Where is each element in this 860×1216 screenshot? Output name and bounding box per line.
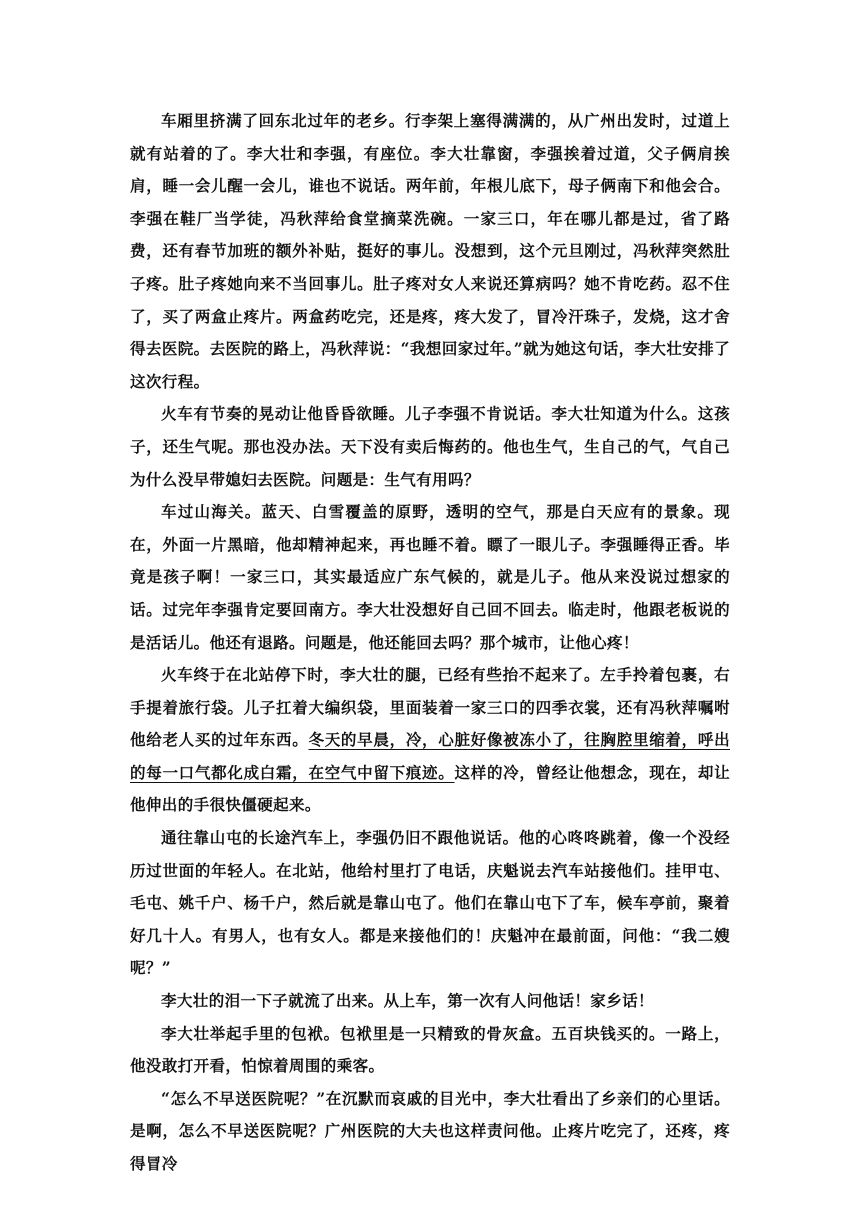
- underlined-passage: 冬天的早晨，冷，心脏好像被冻小了，往胸腔里缩着，呼出的每一口气都化成白霜，在空气中留下痕迹。: [130, 730, 731, 782]
- paragraph-7: 李大壮举起手里的包袱。包袱里是一只精致的骨灰盒。五百块钱买的。一路上，他没敢打开看，怕惊着周围的乘客。: [130, 1023, 730, 1076]
- paragraph-4: [130, 659, 730, 822]
- paragraph-6: 李大壮的泪一下子就流了出来。从上车，第一次有人问他话！家乡话！: [161, 991, 654, 1011]
- paragraph-5: 通往靠山屯的长途汽车上，李强仍旧不跟他说话。他的心咚咚跳着，像一个没经历过世面的年轻人。在北站，他给村里打了电话，庆魁说去汽车站接他们。挂甲屯、毛屯、姚千户、杨千户，然后就是靠山屯了。他们在靠山屯下了车，候车亭前，聚着好几十人。有男人，也有女人。都是来接他们的！庆魁冲在最前面，问他：“我二嫂呢？”: [130, 828, 730, 978]
- paragraph-4-text-after: 这样的冷，曾经让他想念，现在，却让他伸出的手很快僵硬起来。: [130, 762, 730, 815]
- paragraph-3: 车过山海关。蓝天、白雪覆盖的原野，透明的空气，那是白天应有的景象。现在，外面一片黑暗，他却精神起来，再也睡不着。瞟了一眼儿子。李强睡得正香。毕竟是孩子啊！一家三口，其实最适应广东气候的，就是儿子。他从来没说过想家的话。过完年李强肯定要回南方。李大壮没想好自己回不回去。临走时，他跟老板说的是活话儿。他还有退路。问题是，他还能回去吗？那个城市，让他心疼！: [130, 502, 730, 652]
- paragraph-4-text-before: 火车终于在北站停下时，李大壮的腿，已经有些抬不起来了。左手拎着包裹，右手提着旅行袋。儿子扛着大编织袋，里面装着一家三口的四季衣裳，还有冯秋萍嘱咐他给老人买的过年东西。: [130, 665, 730, 750]
- document-body: [130, 105, 730, 1181]
- paragraph-2: 火车有节奏的晃动让他昏昏欲睡。儿子李强不肯说话。李大壮知道为什么。这孩子，还生气呢。那也没办法。天下没有卖后悔药的。他也生气，生自己的气，气自己为什么没早带媳妇去医院。问题是：生气有用吗？: [130, 404, 730, 489]
- paragraph-1: 车厢里挤满了回东北过年的老乡。行李架上塞得满满的，从广州出发时，过道上就有站着的了。李大壮和李强，有座位。李大壮靠窗，李强挨着过道，父子俩肩挨肩，睡一会儿醒一会儿，谁也不说话。两年前，年根儿底下，母子俩南下和他会合。李强在鞋厂当学徒，冯秋萍给食堂摘菜洗碗。一家三口，年在哪儿都是过，省了路费，还有春节加班的额外补贴，挺好的事儿。没想到，这个元旦刚过，冯秋萍突然肚子疼。肚子疼她向来不当回事儿。肚子疼对女人来说还算病吗？她不肯吃药。忍不住了，买了两盒止疼片。两盒药吃完，还是疼，疼大发了，冒冷汗珠子，发烧，这才舍得去医院。去医院的路上，冯秋萍说：“我想回家过年。”就为她这句话，李大壮安排了这次行程。: [130, 111, 730, 391]
- paragraph-8: “怎么不早送医院呢？”在沉默而哀戚的目光中，李大壮看出了乡亲们的心里话。是啊，怎么不早送医院呢？广州医院的大夫也这样责问他。止疼片吃完了，还疼，疼得冒冷: [130, 1088, 730, 1173]
